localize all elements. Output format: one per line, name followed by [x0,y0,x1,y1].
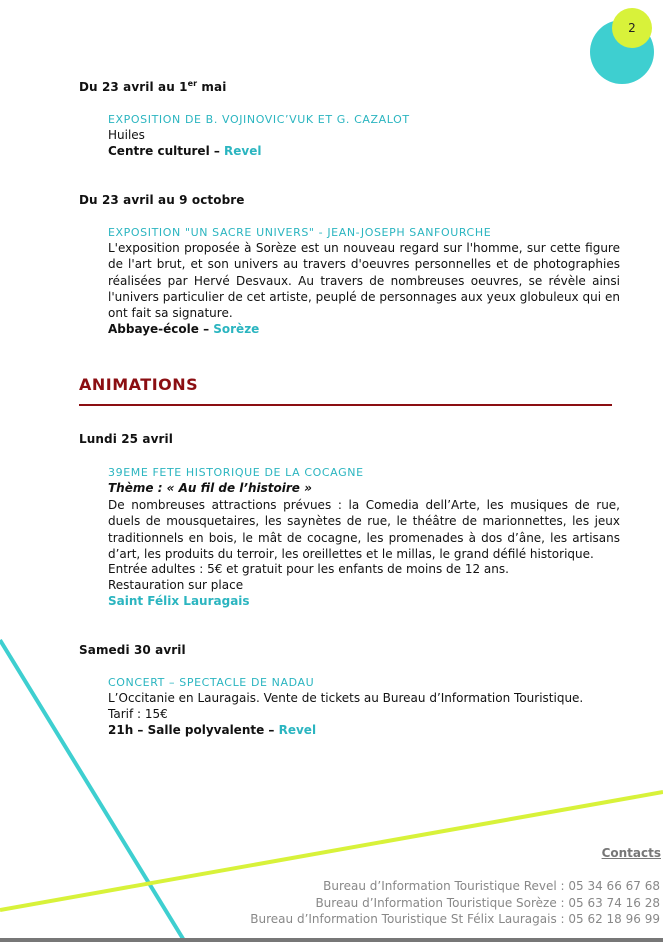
section-divider [79,404,612,406]
event-title: EXPOSITION "UN SACRE UNIVERS" - JEAN-JOSEPH SANFOURCHE [108,226,492,239]
event-price: Tarif : 15€ [108,707,168,721]
page-number: 2 [628,21,636,35]
event-description: De nombreuses attractions prévues : la Comedia dell’Arte, les musiques de rue, duels de mousquetaires, les saynètes de rue, le théâtre de marionnettes, les jeux traditionnels en bois, le mât de cocagne, les promenades à dos d’âne, les artisans d’art, les produits du terroir, les oreillettes et le millas, le grand défilé historique. [108,498,620,561]
event-place: 21h – Salle polyvalente – Revel [108,723,317,737]
event-description: L'exposition proposée à Sorèze est un nouveau regard sur l'homme, sur cette figure de l'art brut, et son univers au travers d'oeuvres personnelles et de photographies réalisées par Hervé Desvaux. Au travers de nombreuses oeuvres, se révèle ainsi l'univers particulier de cet artiste, peuplé de personnages aux yeux globuleux qui en ont fait sa signature. [108,241,620,321]
event-theme: Thème : « Au fil de l’histoire » [108,481,312,495]
event-title: CONCERT – SPECTACLE DE NADAU [108,676,315,689]
section-title: ANIMATIONS [79,375,199,394]
contact-soreze: Bureau d’Information Touristique Sorèze : 05 63 74 16 28 [315,896,660,910]
event-note: Restauration sur place [108,578,244,592]
event-date: Du 23 avril au 1er mai [79,79,227,94]
contact-st-felix: Bureau d’Information Touristique St Félix Lauragais : 05 62 18 96 99 [250,912,660,926]
event-date: Samedi 30 avril [79,643,186,657]
event-city: Saint Félix Lauragais [108,594,250,608]
event-description: L’Occitanie en Lauragais. Vente de tickets au Bureau d’Information Touristique. [108,691,584,705]
contacts-heading: Contacts [601,846,661,860]
event-price: Entrée adultes : 5€ et gratuit pour les enfants de moins de 12 ans. [108,562,509,576]
event-title: 39EME FETE HISTORIQUE DE LA COCAGNE [108,466,364,479]
event-description: Huiles [108,128,145,142]
event-date: Du 23 avril au 9 octobre [79,193,245,207]
event-place: Centre culturel – Revel [108,144,262,158]
event-place: Abbaye-école – Sorèze [108,322,260,336]
event-date: Lundi 25 avril [79,432,173,446]
footer-rule [0,938,663,942]
event-title: EXPOSITION DE B. VOJINOVIC’VUK ET G. CAZALOT [108,113,410,126]
contact-revel: Bureau d’Information Touristique Revel : 05 34 66 67 68 [323,879,660,893]
